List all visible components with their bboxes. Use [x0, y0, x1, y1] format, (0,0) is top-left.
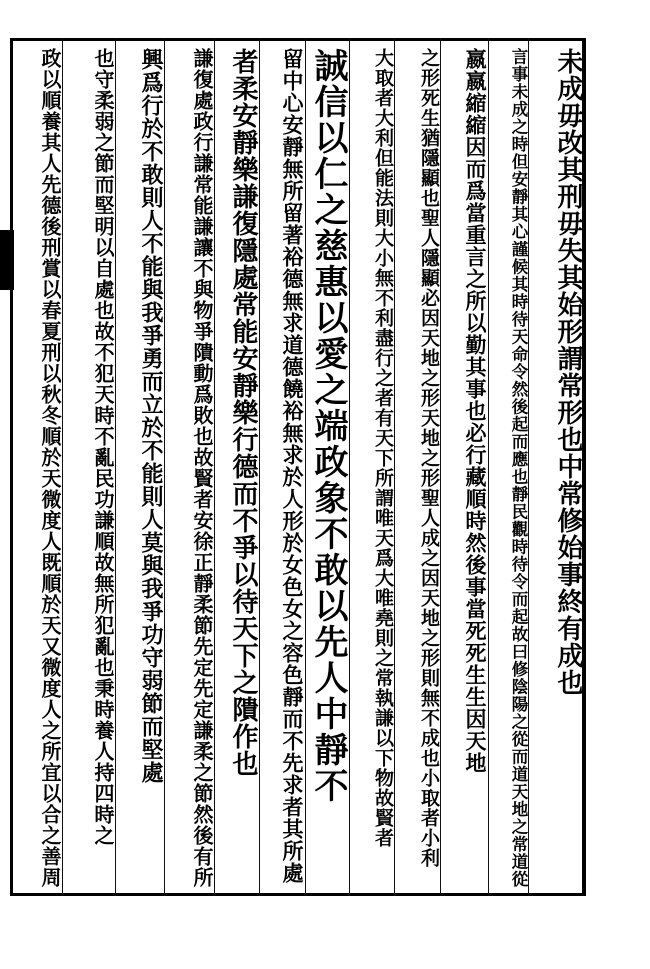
column-text: 誠信以仁之慈惠以愛之端政象不敢以先人中靜不 [308, 48, 348, 804]
text-column-8 [216, 40, 259, 892]
text-column-4 [396, 40, 440, 892]
text-column-7 [261, 40, 305, 892]
column-text: 大取者大利但能法則大小無不利盡行之者有天下所謂唯天爲大唯堯則之常執謙以下物故賢者 [372, 48, 394, 848]
column-rule [440, 38, 441, 896]
column-text: 言事未成之時但安靜其心謹候其時待天命令然後起而應也靜民觀時待令而起故曰修陰陽之從而道天地之常道從 [509, 48, 528, 888]
column-rule [488, 38, 489, 896]
column-rule [214, 38, 215, 896]
text-column-10 [117, 40, 164, 892]
column-rule [394, 38, 395, 896]
column-text: 嬴嬴縮縮因而爲當重言之所以勤其事也必行藏順時然後事當死死生生因天地 [463, 48, 488, 774]
column-rule [305, 38, 306, 896]
column-text: 謙復處政行謙常能謙讓不與物爭隤動爲敗也故賢者安徐正靜柔節先定先定謙柔之節然後有所 [190, 48, 214, 888]
text-column-12 [14, 40, 62, 892]
text-column-3 [442, 40, 488, 892]
column-text: 興爲行於不敢則人不能與我爭勇而立於不能則人莫與我爭功守弱節而堅處 [138, 48, 164, 784]
column-text: 之形死生猶隱顯也聖人隱顯必因天地之形天地之形聖人成之因天地之形則無不成也小取者小利 [418, 48, 440, 868]
column-text: 者柔安靜樂謙復隱處常能安靜樂行德而不爭以待天下之隤作也 [228, 48, 258, 777]
column-rule [259, 38, 260, 896]
column-rule [115, 38, 116, 896]
column-text: 也守柔弱之節而堅明以自處也故不犯天時不亂民功謙順故無所犯亂也秉時養人持四時之 [91, 48, 115, 846]
text-column-6 [307, 40, 349, 892]
column-text: 未成毋改其刑毋失其始形謂常形也中常修始事終有成也 [553, 48, 583, 696]
text-column-1 [530, 40, 584, 892]
column-text: 政以順養其人先德後刑賞以春夏刑以秋冬順於天微度人既順於天又微度人之所宜以合之善周 [38, 48, 62, 888]
binding-edge [0, 230, 14, 290]
text-column-5 [351, 40, 394, 892]
column-rule [349, 38, 350, 896]
text-column-2 [490, 40, 528, 892]
text-column-11 [64, 40, 115, 892]
column-rule [164, 38, 165, 896]
column-rule [528, 38, 529, 896]
column-text: 留中心安靜無所留著裕德無求道德饒裕無求於人形於女色女之容色靜而不先求者其所處 [280, 48, 305, 884]
column-rule [62, 38, 63, 896]
text-column-9 [166, 40, 214, 892]
